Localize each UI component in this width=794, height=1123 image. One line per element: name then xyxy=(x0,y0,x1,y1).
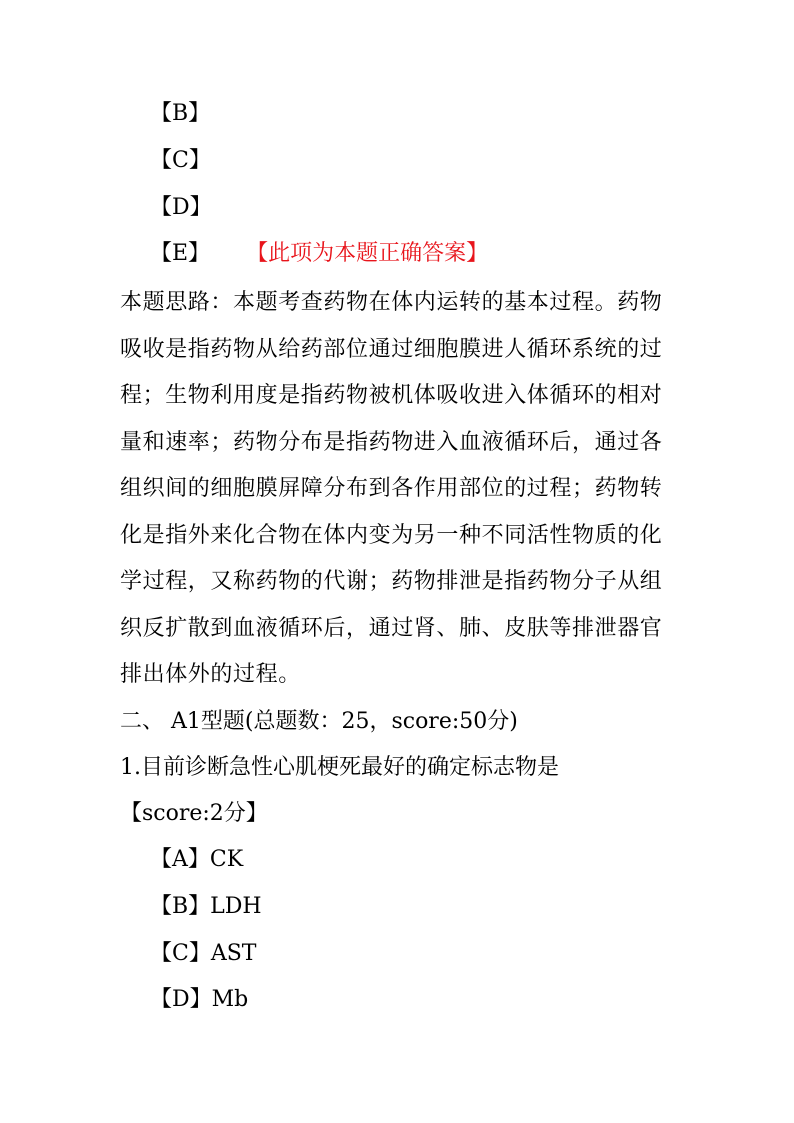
option-tag: 【D】 xyxy=(150,987,212,1012)
option-text: LDH xyxy=(210,894,262,919)
question-score: 【score:2分】 xyxy=(120,801,268,826)
option-tag: 【A】 xyxy=(150,847,210,872)
section-heading: 二、 A1型题(总题数：25，score:50分) xyxy=(120,709,518,734)
option-d xyxy=(150,986,248,1014)
correct-answer-marker: 【此项为本题正确答案】 xyxy=(246,241,489,266)
explanation-paragraph: 本题思路：本题考查药物在体内运转的基本过程。药物吸收是指药物从给药部位通过细胞膜进人循环系统的过程；生物利用度是指药物被机体吸收进入体循环的相对量和速率；药物分布是指药物进入血液循环后，通过各组织间的细胞膜屏障分布到各作用部位的过程；药物转化是指外来化合物在体内变为另一种不同活性物质的化学过程，又称药物的代谢；药物排泄是指药物分子从组织反扩散到血液循环后，通过肾、肺、皮肤等排泄器官排出体外的过程。 xyxy=(120,290,663,687)
option-tag: 【B】 xyxy=(150,101,211,126)
option-tag: 【C】 xyxy=(150,148,211,173)
option-b xyxy=(150,893,262,921)
option-tag: 【C】 xyxy=(150,941,211,966)
option-tag: 【E】 xyxy=(150,241,211,266)
option-text: AST xyxy=(210,941,257,966)
option-a xyxy=(150,846,243,874)
option-tag: 【D】 xyxy=(150,195,212,220)
option-e xyxy=(150,240,488,268)
option-c xyxy=(150,147,211,175)
option-tag: 【B】 xyxy=(150,894,211,919)
option-text: CK xyxy=(209,847,244,872)
option-b xyxy=(150,100,210,128)
question-stem: 1.目前诊断急性心肌梗死最好的确定标志物是 xyxy=(120,755,559,780)
option-c xyxy=(150,940,256,968)
option-text: Mb xyxy=(211,987,249,1012)
option-d xyxy=(150,194,212,222)
